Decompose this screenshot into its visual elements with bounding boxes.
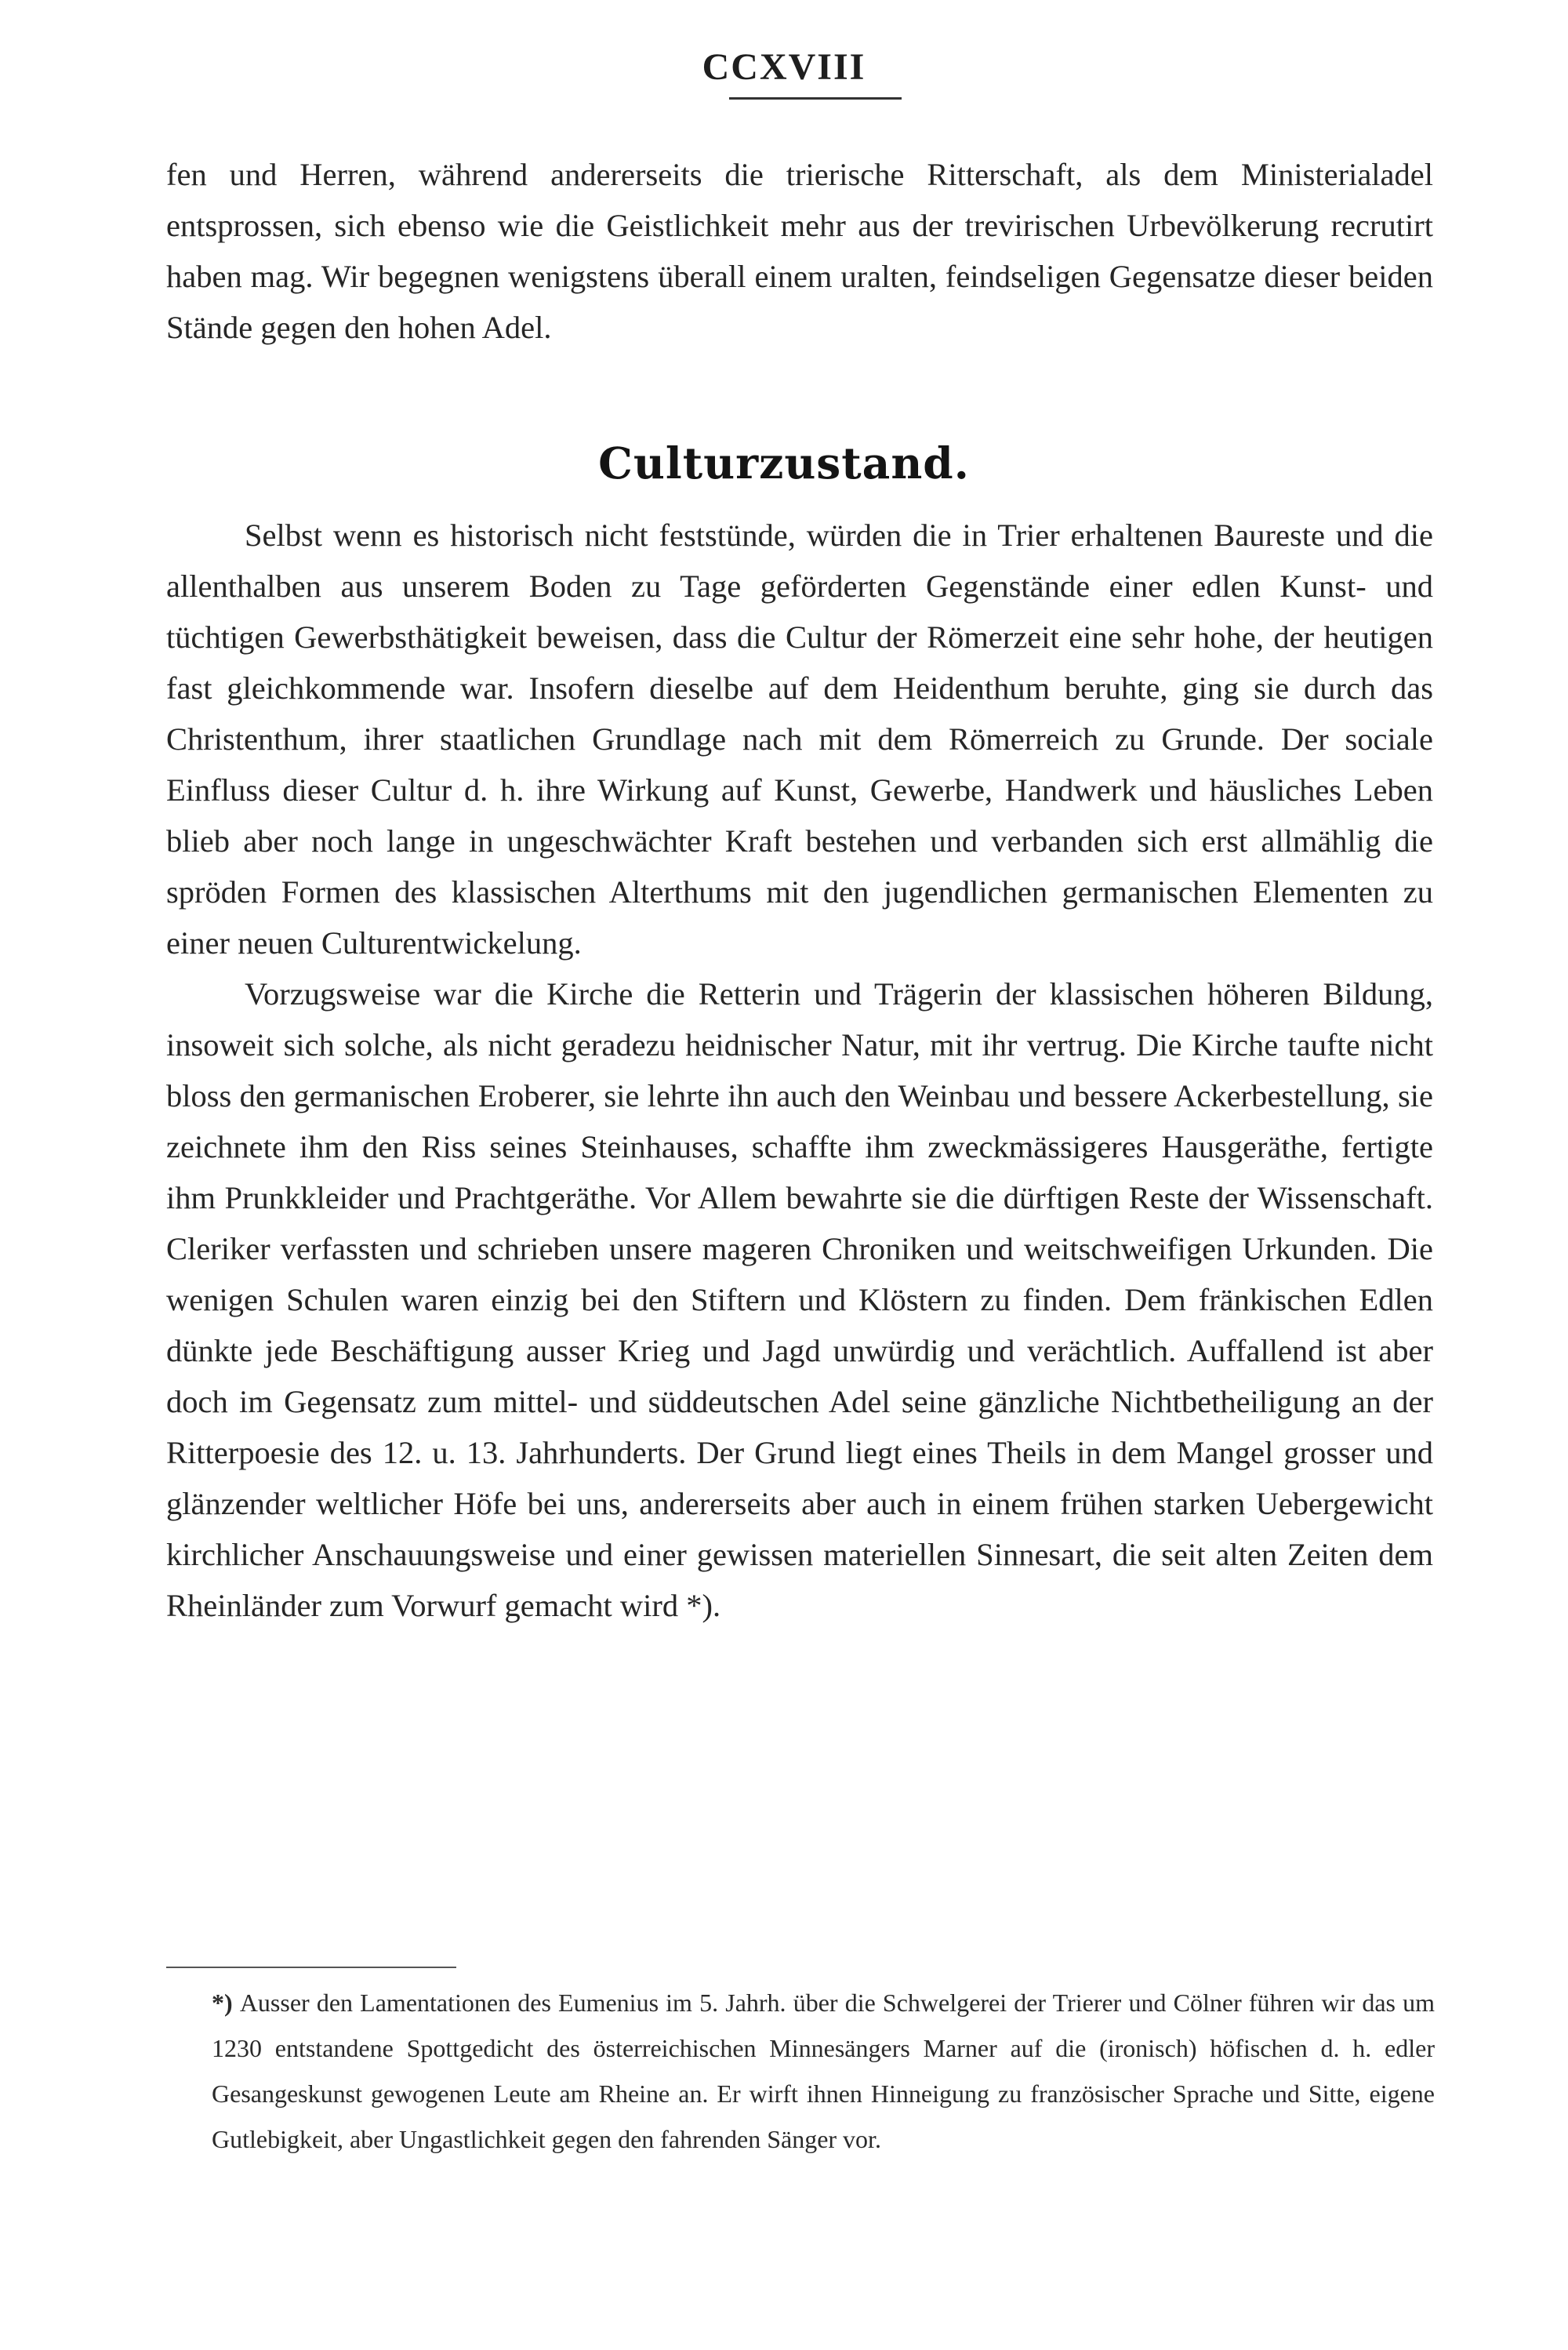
footnote-separator [166,1967,456,1968]
section-heading: Culturzustand. [598,438,970,489]
intro-paragraph: fen und Herren, während andererseits die trierische Ritterschaft, als dem Ministerialadel entsprossen, sich ebenso wie die Geistlichkeit mehr aus der trevirischen Urbevölkerung recrutirt haben mag. Wir begegnen wenigstens überall einem uralten, feindseligen Gegensatze dieser beiden Stände gegen den hohen Adel. [166,157,1433,345]
footnote-text: Ausser den Lamentationen des Eumenius im 5. Jahrh. über die Schwelgerei der Trierer und Cölner führen wir das um 1230 entstandene Spottgedicht des österreichischen Minnesängers Marner auf die (ironisch) höfischen d. h. edler Gesangeskunst gewogenen Leute am Rheine an. Er wirft ihnen Hinneigung zu französischer Sprache und Sitte, eigene Gutlebigkeit, aber Ungastlichkeit gegen den fahrenden Sänger vor. [212,1989,1436,2153]
body-text-block [166,510,1433,1631]
page-number: CCXVIII [702,46,866,88]
body-paragraph-1: Selbst wenn es historisch nicht feststünde, würden die in Trier erhaltenen Baureste und die allenthalben aus unserem Boden zu Tage geförderten Gegenstände einer edlen Kunst- und tüchtigen Gewerbsthätigkeit beweisen, dass die Cultur der Römerzeit eine sehr hohe, der heutigen fast gleichkommende war. Insofern dieselbe auf dem Heidenthum beruhte, ging sie durch das Christenthum, ihrer staatlichen Grundlage nach mit dem Römerreich zu Grunde. Der sociale Einfluss dieser Cultur d. h. ihre Wirkung auf Kunst, Gewerbe, Handwerk und häusliches Leben blieb aber noch lange in ungeschwächter Kraft bestehen und verbanden sich erst allmählig die spröden Formen des klassischen Alterthums mit den jugendlichen germanischen Elementen zu einer neuen Culturentwickelung. [166,518,1433,961]
footnote-marker: *) [212,1989,240,2017]
intro-text-block [166,149,1433,353]
footnote [212,1980,1435,2162]
page-number-underline [729,97,902,100]
body-paragraph-2: Vorzugsweise war die Kirche die Retterin und Trägerin der klassischen höheren Bildung, insoweit sich solche, als nicht geradezu heidnischer Natur, mit ihr vertrug. Die Kirche taufte nicht bloss den germanischen Eroberer, sie lehrte ihn auch den Weinbau und bessere Ackerbestellung, sie zeichnete ihm den Riss seines Steinhauses, schaffte ihm zweckmässigeres Hausgeräthe, fertigte ihm Prunkkleider und Prachtgeräthe. Vor Allem bewahrte sie die dürftigen Reste der Wissenschaft. Cleriker verfassten und schrieben unsere mageren Chroniken und weitschweifigen Urkunden. Die wenigen Schulen waren einzig bei den Stiftern und Klöstern zu finden. Dem fränkischen Edlen dünkte jede Beschäftigung ausser Krieg und Jagd unwürdig und verächtlich. Auffallend ist aber doch im Gegensatz zum mittel- und süddeutschen Adel seine gänzliche Nichtbetheiligung an der Ritterpoesie des 12. u. 13. Jahrhunderts. Der Grund liegt eines Theils in dem Mangel grosser und glänzender weltlicher Höfe bei uns, andererseits aber auch in einem frühen starken Uebergewicht kirchlicher Anschauungsweise und einer gewissen materiellen Sinnesart, die seit alten Zeiten dem Rheinländer zum Vorwurf gemacht wird *). [166,976,1433,1623]
